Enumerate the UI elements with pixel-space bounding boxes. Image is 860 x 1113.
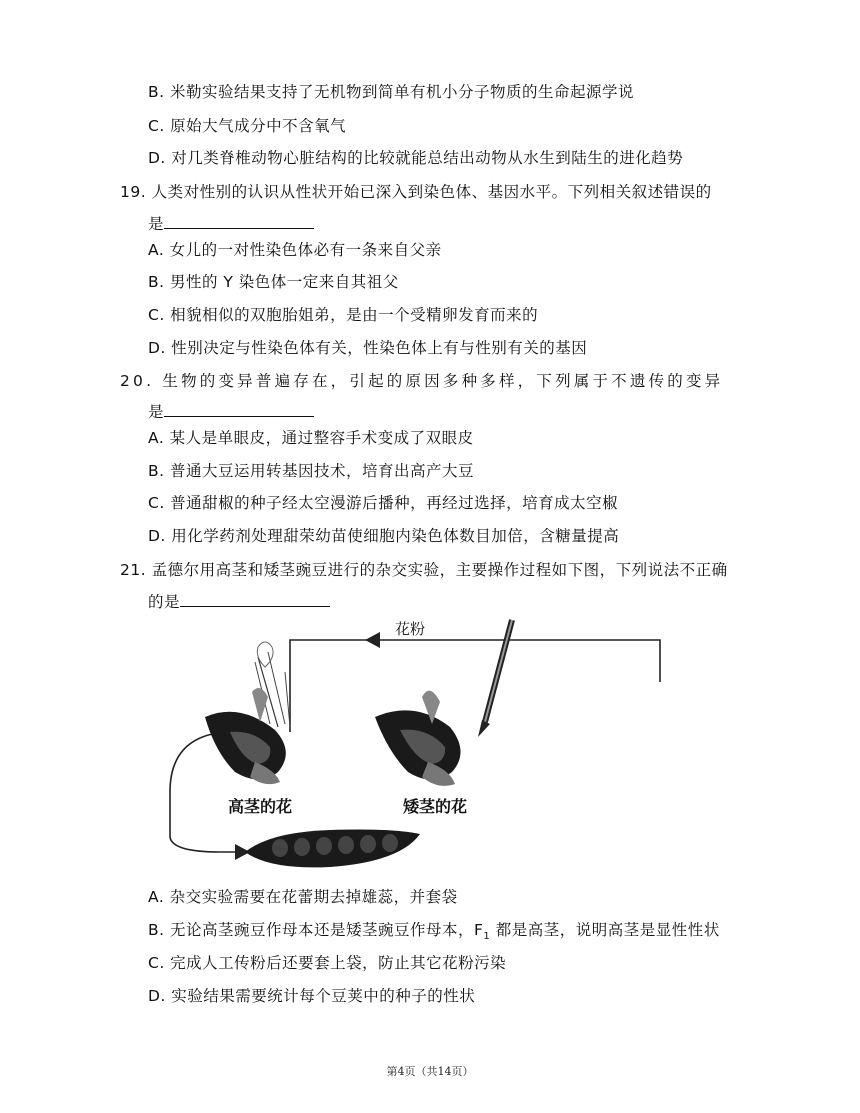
q19-option-c: C. 相貌相似的双胞胎姐弟，是由一个受精卵发育而来的 — [148, 306, 539, 324]
pea-pod-illustration — [245, 830, 420, 868]
q18-option-c: C. 原始大气成分中不含氧气 — [148, 117, 347, 135]
q21-stem-end: 的是 — [148, 593, 181, 611]
q21-stem-line2 — [148, 590, 330, 612]
q21-option-a: A. 杂交实验需要在花蕾期去掉雄蕊，并套袋 — [148, 888, 458, 906]
q19-stem-end: 是 — [148, 215, 165, 233]
pea-crossing-figure — [160, 612, 720, 882]
q21-option-b-post: 都是高茎，说明高茎是显性性状 — [490, 921, 720, 939]
pollen-arrow-icon — [365, 632, 380, 648]
q19-option-a: A. 女儿的一对性染色体必有一条来自父亲 — [148, 241, 442, 259]
q20-option-d: D. 用化学药剂处理甜荣幼苗使细胞内染色体数目加倍，含糖量提高 — [148, 527, 620, 545]
q20-option-c: C. 普通甜椒的种子经太空漫游后播种，再经过选择，培育成太空椒 — [148, 494, 619, 512]
q18-option-b: B. 米勒实验结果支持了无机物到简单有机小分子物质的生命起源学说 — [148, 83, 634, 101]
q21-option-d: D. 实验结果需要统计每个豆荚中的种子的性状 — [148, 987, 476, 1005]
page-footer: 第4页（共14页） — [386, 1065, 474, 1078]
q18-option-d: D. 对几类脊椎动物心脏结构的比较就能总结出动物从水生到陆生的进化趋势 — [148, 149, 684, 167]
q19-answer-blank — [164, 214, 314, 229]
short-flower-illustration — [375, 620, 512, 786]
q19-option-b: B. 男性的 Y 染色体一定来自其祖父 — [148, 273, 399, 291]
q21-stem-line1: 21. 孟德尔用高茎和矮茎豌豆进行的杂交实验，主要操作过程如下图，下列说法不正确 — [120, 561, 728, 579]
q21-option-b — [148, 918, 720, 942]
q20-stem-line1: 20. 生物的变异普遍存在，引起的原因多种多样，下列属于不遗传的变异 — [120, 372, 724, 390]
q21-answer-blank — [180, 592, 330, 607]
q20-stem-end: 是 — [148, 403, 165, 421]
short-flower-label: 矮茎的花 — [402, 797, 468, 816]
q20-option-a: A. 某人是单眼皮，通过整容手术变成了双眼皮 — [148, 429, 474, 447]
figure-svg — [160, 612, 720, 882]
q21-option-b-pre: B. 无论高茎豌豆作母本还是矮茎豌豆作母本，F — [148, 921, 484, 939]
q20-answer-blank — [164, 402, 314, 417]
pollen-label: 花粉 — [394, 620, 426, 638]
tall-flower-illustration — [205, 642, 290, 784]
q20-option-b: B. 普通大豆运用转基因技术，培育出高产大豆 — [148, 462, 474, 480]
q21-option-b-sub: 1 — [483, 931, 491, 943]
q19-option-d: D. 性别决定与性染色体有关，性染色体上有与性别有关的基因 — [148, 339, 588, 357]
q21-option-c: C. 完成人工传粉后还要套上袋，防止其它花粉污染 — [148, 954, 507, 972]
tall-flower-label: 高茎的花 — [227, 797, 293, 816]
q19-stem-line2 — [148, 212, 314, 234]
q19-stem-line1: 19. 人类对性别的认识从性状开始已深入到染色体、基因水平。下列相关叙述错误的 — [120, 183, 712, 201]
pollen-transfer-line — [290, 640, 660, 732]
q20-stem-line2 — [148, 400, 314, 422]
